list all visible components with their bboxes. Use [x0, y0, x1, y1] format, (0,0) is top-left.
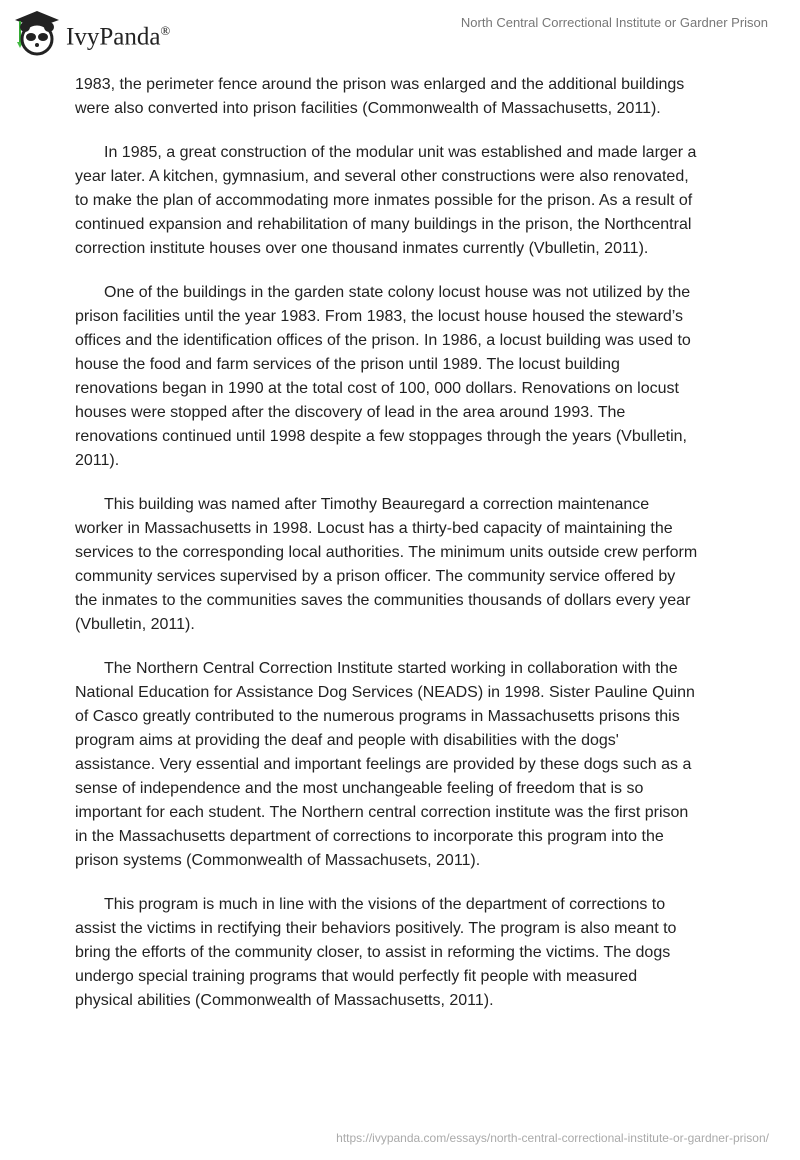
text-line: physical abilities (Commonwealth of Massachusetts, 2011). — [75, 992, 494, 1009]
document-title: North Central Correctional Institute or Gardner Prison — [460, 15, 768, 30]
text-line: year later. A kitchen, gymnasium, and several other constructions were also renovated, — [75, 168, 689, 185]
text-line: sense of independence and the most unchangeable feeling of freedom that is so — [75, 780, 644, 797]
text-line: One of the buildings in the garden state colony locust house was not utilized by the — [104, 284, 691, 301]
text-line: (Vbulletin, 2011). — [75, 616, 195, 633]
paragraph — [75, 493, 745, 637]
text-line: in the Massachusetts department of corrections to incorporate this program into the — [75, 828, 664, 845]
text-line: This building was named after Timothy Beauregard a correction maintenance — [104, 496, 650, 513]
source-url[interactable]: https://ivypanda.com/essays/north-central-correctional-institute-or-gardner-prison/ — [336, 1131, 769, 1145]
text-line: community services supervised by a prison officer. The community service offered by — [75, 568, 676, 585]
text-line: house the food and farm services of the prison until 1989. The locust building — [75, 356, 620, 373]
text-line: offices and the identification offices of the prison. In 1986, a locust building was used to — [75, 332, 691, 349]
text-line: renovations began in 1990 at the total cost of 100, 000 dollars. Renovations on locust — [75, 380, 679, 397]
paragraph — [75, 657, 745, 873]
text-line: bring the efforts of the community closer, to assist in reforming the victims. The dogs — [75, 944, 671, 961]
text-line: assistance. Very essential and important feelings are provided by these dogs such as a — [75, 756, 692, 773]
text-line: of Casco greatly contributed to the numerous programs in Massachusetts prisons this — [75, 708, 680, 725]
text-line: prison facilities until the year 1983. From 1983, the locust house housed the steward’s — [75, 308, 684, 325]
text-line: National Education for Assistance Dog Services (NEADS) in 1998. Sister Pauline Quinn — [75, 684, 695, 701]
text-line: important for each student. The Northern central correction institute was the first prison — [75, 804, 689, 821]
text-line: correction institute houses over one thousand inmates currently (Vbulletin, 2011). — [75, 240, 649, 257]
text-line: program aims at providing the deaf and people with disabilities with the dogs' — [75, 732, 619, 749]
text-line: undergo special training programs that would perfectly fit people with measured — [75, 968, 638, 985]
text-line: This program is much in line with the visions of the department of corrections to — [104, 896, 666, 913]
ivypanda-logo[interactable] — [12, 8, 170, 58]
text-line: the inmates to the communities saves the communities thousands of dollars every year — [75, 592, 691, 609]
paragraph — [75, 893, 745, 1013]
text-line: 2011). — [75, 452, 120, 469]
text-line: continued expansion and rehabilitation of many buildings in the prison, the Northcentral — [75, 216, 692, 233]
paragraph — [75, 281, 745, 473]
paragraph — [75, 141, 745, 261]
text-line: were also converted into prison facilities (Commonwealth of Massachusetts, 2011). — [75, 100, 661, 117]
paragraph — [75, 73, 745, 121]
text-line: In 1985, a great construction of the modular unit was established and made larger a — [104, 144, 697, 161]
text-line: to make the plan of accommodating more inmates possible for the prison. As a result of — [75, 192, 693, 209]
text-line: prison systems (Commonwealth of Massachusets, 2011). — [75, 852, 481, 869]
text-line: worker in Massachusetts in 1998. Locust has a thirty-bed capacity of maintaining the — [75, 520, 673, 537]
logo-text: IvyPanda® — [66, 22, 171, 51]
essay-body — [75, 73, 745, 1033]
text-line: renovations continued until 1998 despite a few stoppages through the years (Vbulletin, — [75, 428, 687, 445]
text-line: services to the corresponding local authorities. The minimum units outside crew perform — [75, 544, 698, 561]
text-line: 1983, the perimeter fence around the prison was enlarged and the additional buildings — [75, 76, 685, 93]
text-line: The Northern Central Correction Institute started working in collaboration with the — [104, 660, 678, 677]
panda-graduate-icon — [12, 8, 62, 58]
text-line: houses were stopped after the discovery of lead in the area around 1993. The — [75, 404, 626, 421]
text-line: assist the victims in rectifying their behaviors positively. The program is also meant to — [75, 920, 677, 937]
